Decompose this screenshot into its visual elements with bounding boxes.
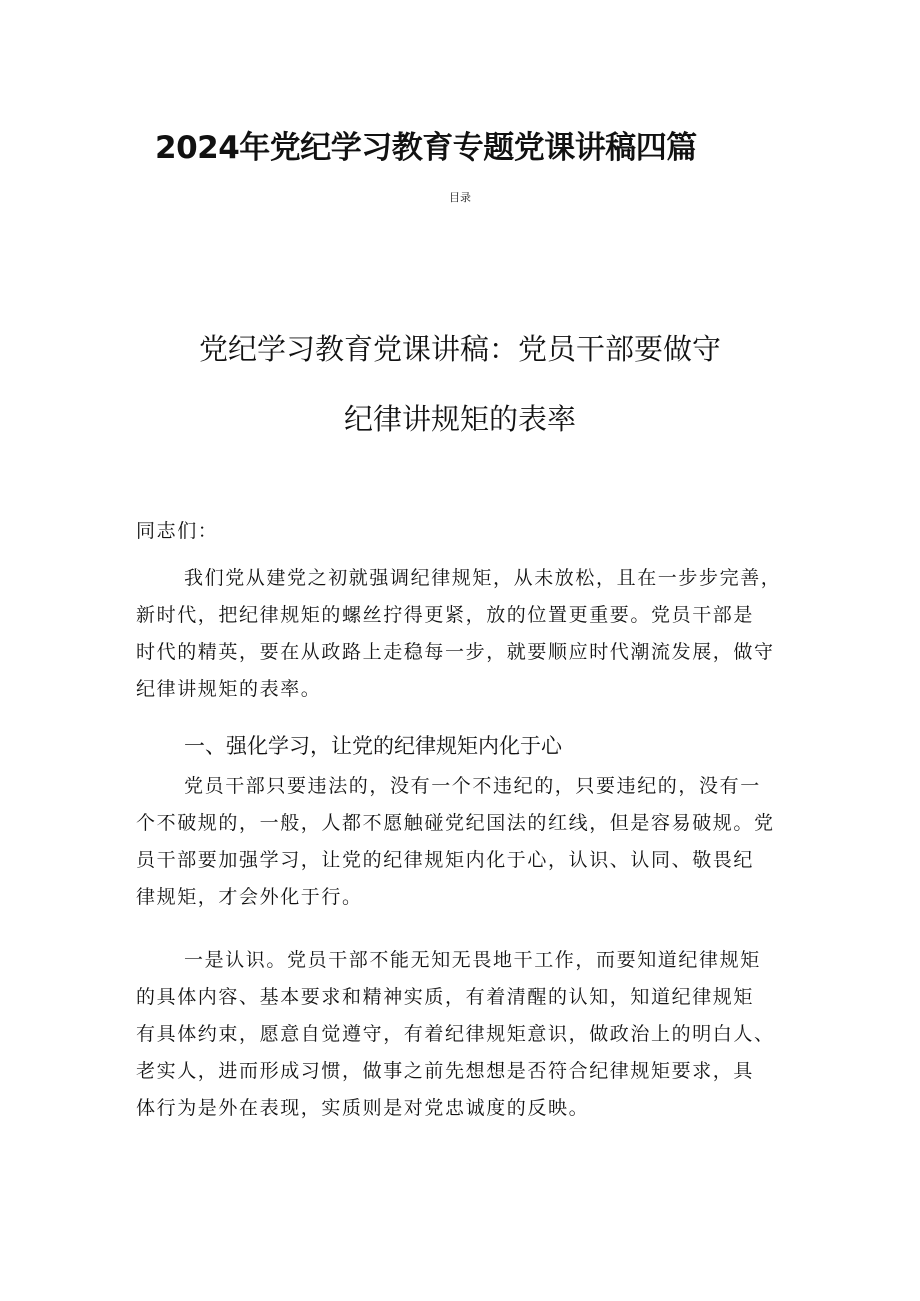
section-heading-1: 一、强化学习，让党的纪律规矩内化于心 [184, 734, 562, 758]
paragraph-3-line: 有具体约束，愿意自觉遵守，有着纪律规矩意识，做政治上的明白人、 [136, 1023, 775, 1045]
paragraph-1-line: 纪律讲规矩的表率。 [136, 678, 322, 700]
section-title-line-2: 纪律讲规矩的表率 [343, 402, 576, 436]
paragraph-1-line: 时代的精英，要在从政路上走稳每一步，就要顺应时代潮流发展，做守 [136, 641, 775, 663]
paragraph-2-line: 党员干部只要违法的，没有一个不违纪的，只要违纪的，没有一 [184, 775, 761, 797]
paragraph-3-line: 老实人，进而形成习惯，做事之前先想想是否符合纪律规矩要求，具 [136, 1060, 755, 1082]
paragraph-1-line: 新时代，把纪律规矩的螺丝拧得更紧，放的位置更重要。党员干部是 [136, 604, 755, 626]
salutation: 同志们： [136, 520, 219, 542]
paragraph-3-line: 一是认识。党员干部不能无知无畏地干工作，而要知道纪律规矩 [184, 949, 761, 971]
paragraph-3-line: 体行为是外在表现，实质则是对党忠诚度的反映。 [136, 1097, 590, 1119]
paragraph-2-line: 律规矩，才会外化于行。 [136, 886, 363, 908]
paragraph-2-line: 个不破规的，一般，人都不愿触碰党纪国法的红线，但是容易破规。党 [136, 812, 775, 834]
document-title: 2024年党纪学习教育专题党课讲稿四篇 [155, 130, 697, 166]
paragraph-1-line: 我们党从建党之初就强调纪律规矩，从未放松，且在一步步完善， [184, 567, 782, 589]
paragraph-2-line: 员干部要加强学习，让党的纪律规矩内化于心，认识、认同、敬畏纪 [136, 849, 755, 871]
paragraph-3-line: 的具体内容、基本要求和精神实质，有着清醒的认知，知道纪律规矩 [136, 986, 755, 1008]
table-of-contents-label: 目录 [449, 191, 471, 204]
section-title-line-1: 党纪学习教育党课讲稿：党员干部要做守 [198, 332, 721, 366]
